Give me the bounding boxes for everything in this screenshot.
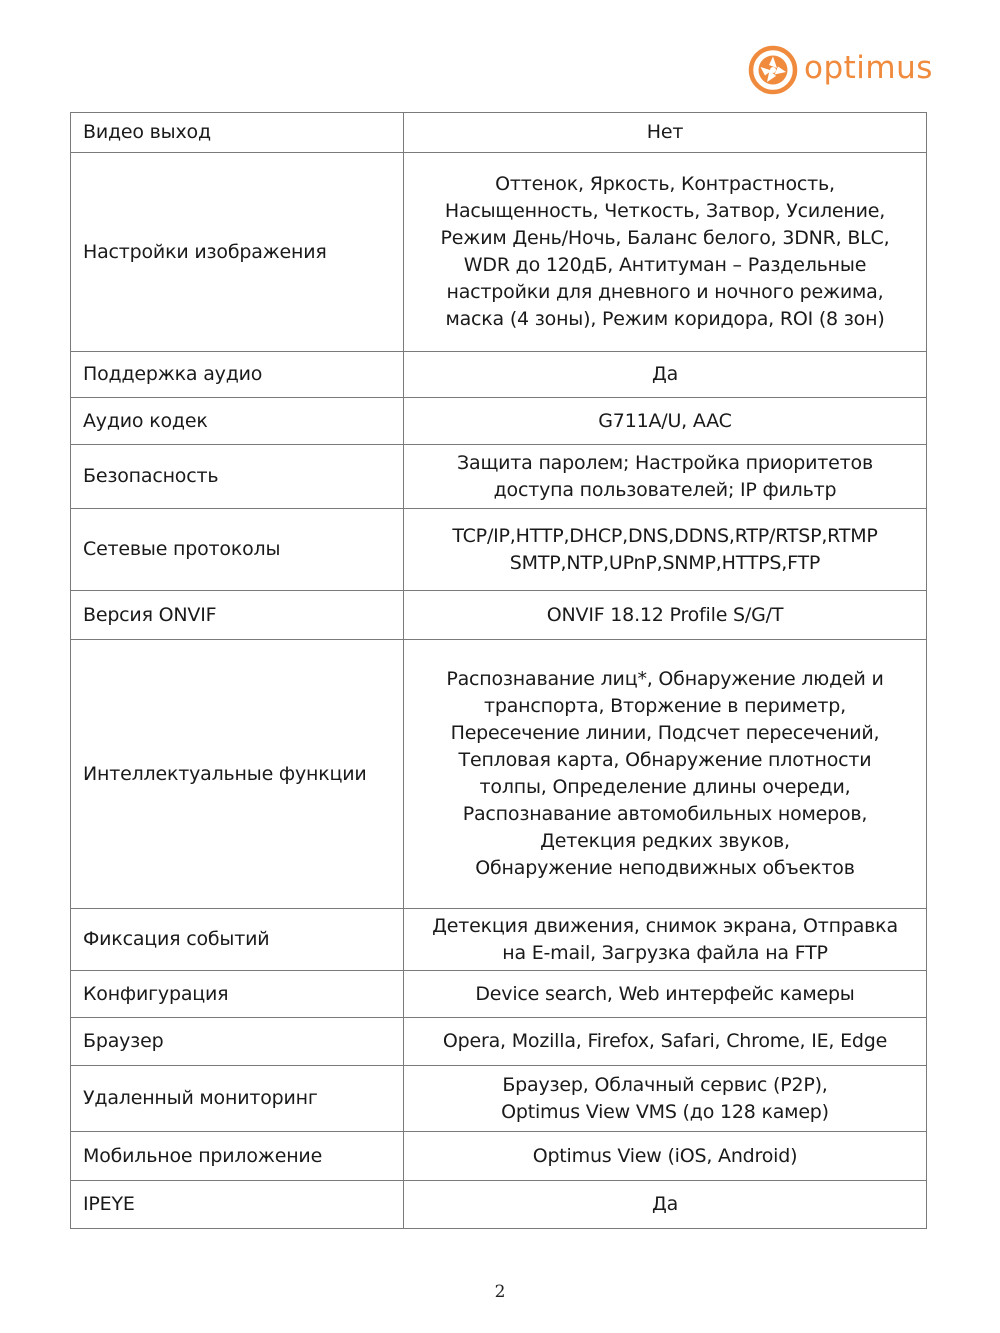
table-row — [71, 113, 927, 153]
row-label: Интеллектуальные функции — [71, 640, 404, 909]
row-value: Защита паролем; Настройка приоритетов доступа пользователей; IP фильтр — [404, 445, 927, 509]
row-label: Фиксация событий — [71, 909, 404, 971]
row-label: Удаленный мониторинг — [71, 1066, 404, 1132]
table-row — [71, 509, 927, 591]
specifications-table — [70, 112, 927, 1229]
row-label: Версия ONVIF — [71, 591, 404, 640]
row-label: Безопасность — [71, 445, 404, 509]
table-row — [71, 640, 927, 909]
row-value: Optimus View (iOS, Android) — [404, 1132, 927, 1181]
row-value: TCP/IP,HTTP,DHCP,DNS,DDNS,RTP/RTSP,RTMP SMTP,NTP,UPnP,SNMP,HTTPS,FTP — [404, 509, 927, 591]
row-label: IPEYE — [71, 1181, 404, 1229]
table-row — [71, 1132, 927, 1181]
table-row — [71, 153, 927, 352]
table-row — [71, 398, 927, 445]
table-row — [71, 591, 927, 640]
row-value: Да — [404, 1181, 927, 1229]
row-label: Настройки изображения — [71, 153, 404, 352]
table-row — [71, 352, 927, 398]
row-label: Мобильное приложение — [71, 1132, 404, 1181]
table-row — [71, 1018, 927, 1066]
row-value: Да — [404, 352, 927, 398]
row-label: Конфигурация — [71, 971, 404, 1018]
table-row — [71, 1066, 927, 1132]
row-label: Поддержка аудио — [71, 352, 404, 398]
row-value: Оттенок, Яркость, Контрастность, Насыщенность, Четкость, Затвор, Усиление, Режим День/Ночь, Баланс белого, 3DNR, BLC, WDR до 120дБ, Антитуман – Раздельные настройки для дневного и ночного режима, маска (4 зоны), Режим коридора, ROI (8 зон) — [404, 153, 927, 352]
row-value: Детекция движения, снимок экрана, Отправка на E-mail, Загрузка файла на FTP — [404, 909, 927, 971]
row-value: Распознавание лиц*, Обнаружение людей и транспорта, Вторжение в периметр, Пересечение линии, Подсчет пересечений, Тепловая карта, Обнаружение плотности толпы, Определение длины очереди, Распознавание автомобильных номеров, Детекция редких звуков, Обнаружение неподвижных объектов — [404, 640, 927, 909]
brand-logo — [748, 44, 933, 96]
page-number: 2 — [494, 1282, 506, 1302]
table-row — [71, 909, 927, 971]
table-row — [71, 1181, 927, 1229]
row-value: Нет — [404, 113, 927, 153]
row-label: Видео выход — [71, 113, 404, 153]
row-value: Браузер, Облачный сервис (P2P), Optimus View VMS (до 128 камер) — [404, 1066, 927, 1132]
row-value: ONVIF 18.12 Profile S/G/T — [404, 591, 927, 640]
row-label: Браузер — [71, 1018, 404, 1066]
aperture-icon — [748, 45, 798, 95]
table-row — [71, 445, 927, 509]
row-value: Opera, Mozilla, Firefox, Safari, Chrome, IE, Edge — [404, 1018, 927, 1066]
row-value: Device search, Web интерфейс камеры — [404, 971, 927, 1018]
row-label: Сетевые протоколы — [71, 509, 404, 591]
logo-text: optimus — [804, 49, 933, 86]
row-value: G711A/U, AAC — [404, 398, 927, 445]
table-row — [71, 971, 927, 1018]
row-label: Аудио кодек — [71, 398, 404, 445]
